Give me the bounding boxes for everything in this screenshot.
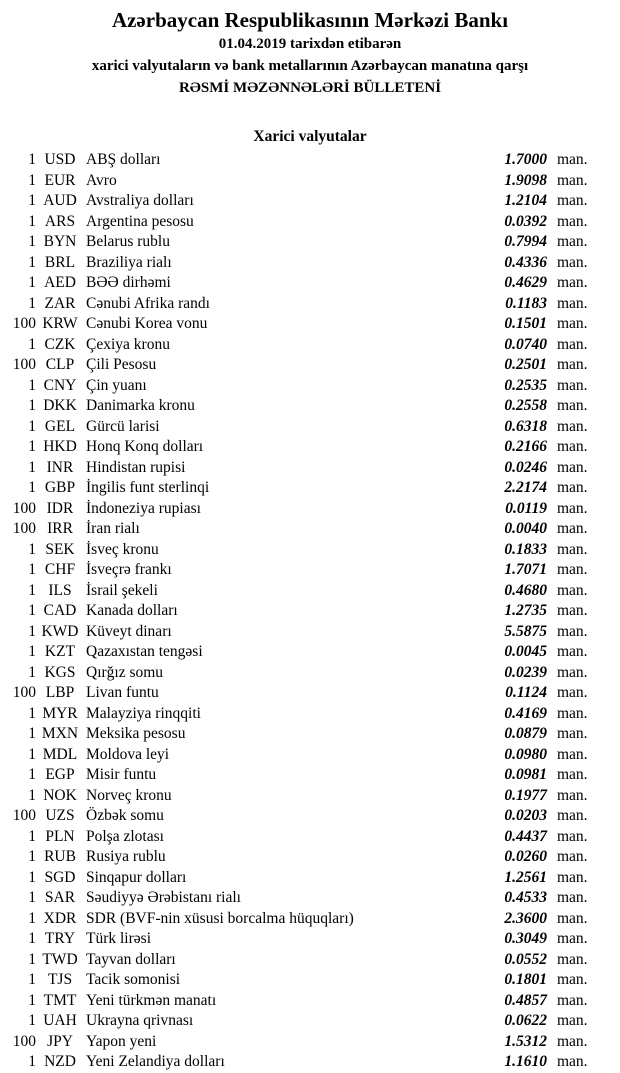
currency-name-cell: Tacik somonisi (86, 971, 181, 988)
currency-name-cell: Ukrayna qrivnası (86, 1012, 194, 1029)
rate-cell: 0.1501 (504, 315, 547, 332)
rate-cell: 0.2501 (504, 356, 547, 373)
unit-cell: man. (557, 233, 588, 250)
unit-cell: man. (557, 171, 588, 189)
currency-name-cell: Malayziya rinqqiti (86, 704, 201, 722)
rate-cell: 0.0980 (504, 745, 547, 763)
unit-cell: man. (557, 417, 588, 435)
quantity-cell: 1 (28, 827, 36, 845)
rate-cell: 1.2735 (504, 602, 547, 619)
table-row (0, 376, 620, 397)
unit-cell: man. (557, 438, 588, 455)
quantity-cell: 100 (12, 807, 36, 824)
unit-cell: man. (557, 356, 588, 373)
rate-cell: 1.2104 (504, 192, 547, 209)
currency-code-cell: GEL (44, 417, 76, 435)
unit-cell: man. (557, 581, 588, 599)
currency-code-cell: SAR (44, 889, 76, 906)
quantity-cell: 100 (12, 356, 36, 373)
unit-cell: man. (557, 991, 588, 1009)
currency-name-cell: Rusiya rublu (86, 848, 166, 865)
rate-cell: 0.0981 (504, 766, 547, 783)
table-row (0, 396, 620, 417)
table-row (0, 724, 620, 745)
table-row (0, 294, 620, 315)
unit-cell: man. (557, 151, 588, 168)
currency-name-cell: Türk lirəsi (86, 930, 151, 947)
currency-code-cell: EUR (44, 171, 76, 189)
currency-code-cell: SGD (44, 868, 76, 886)
unit-cell: man. (557, 499, 588, 517)
rate-cell: 1.7071 (504, 561, 547, 578)
quantity-cell: 1 (28, 930, 36, 947)
table-row (0, 663, 620, 684)
section-title-foreign-currencies: Xarici valyutalar (253, 128, 367, 145)
table-row (0, 171, 620, 192)
quantity-cell: 1 (28, 417, 36, 435)
currency-name-cell: Gürcü larisi (86, 417, 160, 435)
unit-cell: man. (557, 622, 588, 640)
quantity-cell: 1 (28, 1053, 36, 1070)
rate-cell: 1.1610 (504, 1053, 547, 1070)
unit-cell: man. (557, 1012, 588, 1029)
currency-code-cell: CHF (44, 561, 76, 578)
rate-cell: 2.3600 (504, 909, 547, 927)
currency-name-cell: Yeni türkmən manatı (86, 991, 217, 1009)
quantity-cell: 1 (28, 294, 36, 312)
currency-name-cell: Qazaxıstan tengəsi (86, 643, 203, 660)
table-row (0, 499, 620, 520)
unit-cell: man. (557, 766, 588, 783)
quantity-cell: 1 (28, 786, 36, 804)
rate-cell: 0.0552 (504, 950, 547, 968)
rate-cell: 0.4680 (504, 581, 547, 599)
rate-cell: 0.0239 (504, 663, 547, 681)
table-row (0, 991, 620, 1012)
rate-cell: 0.4336 (504, 253, 547, 271)
currency-name-cell: Çili Pesosu (86, 356, 157, 373)
currency-name-cell: Çin yuanı (86, 376, 147, 394)
rate-cell: 0.0203 (504, 807, 547, 824)
unit-cell: man. (557, 684, 588, 701)
unit-cell: man. (557, 786, 588, 804)
currency-code-cell: ILS (48, 581, 72, 599)
currency-name-cell: Hindistan rupisi (86, 458, 186, 476)
quantity-cell: 1 (28, 725, 36, 742)
quantity-cell: 1 (28, 745, 36, 763)
rate-cell: 0.4169 (504, 704, 547, 722)
rate-cell: 0.2558 (504, 397, 547, 414)
currency-code-cell: HKD (43, 438, 77, 455)
rate-cell: 0.4437 (504, 827, 547, 845)
table-row (0, 847, 620, 868)
currency-name-cell: İsveç kronu (86, 540, 159, 558)
quantity-cell: 100 (12, 520, 36, 537)
currency-name-cell: Çexiya kronu (86, 335, 170, 353)
rate-cell: 0.0622 (504, 1012, 547, 1029)
currency-code-cell: KZT (44, 643, 76, 660)
currency-name-cell: Honq Konq dolları (86, 438, 204, 455)
currency-code-cell: TRY (44, 930, 76, 947)
unit-cell: man. (557, 212, 588, 230)
table-row (0, 519, 620, 540)
currency-name-cell: Kanada dolları (86, 602, 178, 619)
rate-cell: 1.9098 (504, 171, 547, 189)
table-row (0, 314, 620, 335)
table-row (0, 868, 620, 889)
quantity-cell: 1 (28, 253, 36, 271)
unit-cell: man. (557, 971, 588, 988)
table-row (0, 335, 620, 356)
table-row (0, 253, 620, 274)
currency-code-cell: SEK (45, 540, 75, 558)
currency-code-cell: XDR (43, 909, 77, 927)
rate-cell: 0.2166 (504, 438, 547, 455)
currency-name-cell: Avro (86, 171, 117, 189)
quantity-cell: 1 (28, 397, 36, 414)
currency-name-cell: BƏƏ dirhəmi (86, 274, 171, 291)
currency-name-cell: İsrail şekeli (86, 581, 158, 599)
unit-cell: man. (557, 745, 588, 763)
unit-cell: man. (557, 725, 588, 742)
bulletin-title: RƏSMİ MƏZƏNNƏLƏRİ BÜLLETENİ (178, 80, 442, 96)
currency-name-cell: Moldova leyi (86, 745, 170, 763)
table-row (0, 909, 620, 930)
table-row (0, 478, 620, 499)
currency-code-cell: CAD (43, 602, 77, 619)
quantity-cell: 1 (28, 171, 36, 189)
table-row (0, 745, 620, 766)
unit-cell: man. (557, 294, 588, 312)
unit-cell: man. (557, 561, 588, 578)
currency-name-cell: Tayvan dolları (86, 950, 176, 968)
table-row (0, 929, 620, 950)
currency-code-cell: ARS (44, 212, 76, 230)
quantity-cell: 1 (28, 438, 36, 455)
currency-name-cell: Danimarka kronu (86, 397, 195, 414)
quantity-cell: 1 (28, 971, 36, 988)
currency-name-cell: Livan funtu (86, 684, 159, 701)
quantity-cell: 1 (28, 192, 36, 209)
table-row (0, 827, 620, 848)
quantity-cell: 100 (12, 315, 36, 332)
table-row (0, 683, 620, 704)
bank-title: Azərbaycan Respublikasının Mərkəzi Bankı (111, 8, 509, 32)
currency-name-cell: Meksika pesosu (86, 725, 186, 742)
currency-code-cell: TWD (42, 950, 78, 968)
currency-name-cell: Braziliya rialı (86, 253, 172, 271)
rate-cell: 0.6318 (504, 417, 547, 435)
unit-cell: man. (557, 540, 588, 558)
rate-cell: 0.1801 (504, 971, 547, 988)
table-row (0, 1011, 620, 1032)
quantity-cell: 100 (12, 1032, 36, 1050)
unit-cell: man. (557, 807, 588, 824)
unit-cell: man. (557, 889, 588, 906)
quantity-cell: 1 (28, 848, 36, 865)
quantity-cell: 1 (28, 212, 36, 230)
rate-cell: 0.0040 (504, 520, 547, 537)
rate-cell: 1.7000 (504, 151, 547, 168)
currency-name-cell: Özbək somu (86, 807, 164, 824)
rate-cell: 2.2174 (504, 479, 547, 496)
currency-name-cell: Polşa zlotası (86, 827, 164, 845)
table-row (0, 560, 620, 581)
unit-cell: man. (557, 520, 588, 537)
currency-table (0, 150, 620, 1073)
quantity-cell: 1 (28, 151, 36, 168)
currency-code-cell: LBP (45, 684, 75, 701)
quantity-cell: 100 (12, 684, 36, 701)
quantity-cell: 1 (28, 602, 36, 619)
rate-cell: 0.0119 (505, 499, 547, 517)
quantity-cell: 1 (28, 561, 36, 578)
table-row (0, 1032, 620, 1053)
currency-name-cell: Cənubi Afrika randı (86, 294, 210, 312)
currency-name-cell: Cənubi Korea vonu (86, 315, 208, 332)
rate-cell: 0.1833 (504, 540, 547, 558)
unit-cell: man. (557, 663, 588, 681)
rate-cell: 0.4629 (504, 274, 547, 291)
currency-code-cell: MDL (42, 745, 78, 763)
unit-cell: man. (557, 848, 588, 865)
currency-code-cell: MXN (41, 725, 79, 742)
currency-code-cell: USD (44, 151, 76, 168)
quantity-cell: 1 (28, 868, 36, 886)
unit-cell: man. (557, 479, 588, 496)
unit-cell: man. (557, 376, 588, 394)
unit-cell: man. (557, 950, 588, 968)
rate-cell: 0.0246 (504, 458, 547, 476)
quantity-cell: 1 (28, 704, 36, 722)
unit-cell: man. (557, 704, 588, 722)
currency-name-cell: Yeni Zelandiya dolları (86, 1053, 225, 1070)
table-row (0, 888, 620, 909)
rate-cell: 0.1124 (505, 684, 547, 701)
quantity-cell: 1 (28, 376, 36, 394)
quantity-cell: 1 (28, 889, 36, 906)
table-row (0, 232, 620, 253)
currency-code-cell: NOK (43, 786, 77, 804)
unit-cell: man. (557, 602, 588, 619)
quantity-cell: 1 (28, 233, 36, 250)
currency-name-cell: Belarus rublu (86, 233, 170, 250)
currency-code-cell: IRR (47, 520, 73, 537)
currency-code-cell: JPY (47, 1032, 73, 1050)
quantity-cell: 1 (28, 274, 36, 291)
quantity-cell: 1 (28, 1012, 36, 1029)
table-row (0, 540, 620, 561)
currency-name-cell: Avstraliya dolları (86, 192, 194, 209)
table-row (0, 806, 620, 827)
unit-cell: man. (557, 1053, 588, 1070)
currency-code-cell: RUB (44, 848, 76, 865)
currency-name-cell: İndoneziya rupiası (86, 499, 201, 517)
currency-code-cell: BRL (44, 253, 76, 271)
currency-code-cell: KGS (44, 663, 76, 681)
rate-cell: 0.0740 (504, 335, 547, 353)
quantity-cell: 1 (28, 458, 36, 476)
quantity-cell: 1 (28, 991, 36, 1009)
rate-cell: 1.5312 (504, 1032, 547, 1050)
currency-code-cell: AED (44, 274, 76, 291)
unit-cell: man. (557, 458, 588, 476)
unit-cell: man. (557, 397, 588, 414)
rate-cell: 1.2561 (504, 868, 547, 886)
rate-cell: 0.0045 (504, 643, 547, 660)
quantity-cell: 1 (28, 766, 36, 783)
currency-code-cell: KWD (41, 622, 79, 640)
quantity-cell: 1 (28, 479, 36, 496)
currency-code-cell: NZD (44, 1053, 76, 1070)
rate-cell: 5.5875 (504, 622, 547, 640)
unit-cell: man. (557, 1032, 588, 1050)
unit-cell: man. (557, 192, 588, 209)
currency-name-cell: Misir funtu (86, 766, 157, 783)
currency-code-cell: GBP (44, 479, 76, 496)
currency-name-cell: Yapon yeni (86, 1032, 157, 1050)
currency-code-cell: AUD (43, 192, 77, 209)
rate-cell: 0.4533 (504, 889, 547, 906)
rate-cell: 0.1977 (504, 786, 547, 804)
unit-cell: man. (557, 643, 588, 660)
table-row (0, 704, 620, 725)
currency-name-cell: Argentina pesosu (86, 212, 194, 230)
currency-code-cell: INR (46, 458, 74, 476)
currency-name-cell: Norveç kronu (86, 786, 172, 804)
unit-cell: man. (557, 868, 588, 886)
table-row (0, 273, 620, 294)
rate-cell: 0.7994 (504, 233, 547, 250)
table-row (0, 150, 620, 171)
table-row (0, 581, 620, 602)
currency-name-cell: Sinqapur dolları (86, 868, 187, 886)
rate-cell: 0.0392 (504, 212, 547, 230)
table-row (0, 212, 620, 233)
currency-name-cell: İsveçrə frankı (86, 561, 172, 578)
currency-code-cell: UZS (45, 807, 75, 824)
rate-cell: 0.0879 (504, 725, 547, 742)
unit-cell: man. (557, 827, 588, 845)
currency-name-cell: ABŞ dolları (86, 151, 161, 168)
quantity-cell: 1 (28, 950, 36, 968)
effective-date-line: 01.04.2019 tarixdən etibarən (218, 36, 402, 52)
bulletin-header (0, 0, 620, 99)
currency-code-cell: PLN (45, 827, 75, 845)
table-row (0, 417, 620, 438)
table-row (0, 622, 620, 643)
table-row (0, 191, 620, 212)
table-row (0, 601, 620, 622)
unit-cell: man. (557, 274, 588, 291)
rate-cell: 0.2535 (504, 376, 547, 394)
table-row (0, 355, 620, 376)
table-row (0, 437, 620, 458)
currency-name-cell: İran rialı (86, 520, 140, 537)
currency-code-cell: MYR (42, 704, 78, 722)
quantity-cell: 1 (28, 581, 36, 599)
quantity-cell: 1 (28, 663, 36, 681)
currency-code-cell: KRW (42, 315, 78, 332)
currency-code-cell: CLP (45, 356, 75, 373)
quantity-cell: 1 (28, 540, 36, 558)
currency-code-cell: UAH (43, 1012, 77, 1029)
quantity-cell: 1 (28, 909, 36, 927)
table-row (0, 642, 620, 663)
table-row (0, 970, 620, 991)
currency-name-cell: SDR (BVF-nin xüsusi borcalma hüquqları) (86, 909, 354, 927)
unit-cell: man. (557, 930, 588, 947)
currency-code-cell: CZK (44, 335, 76, 353)
unit-cell: man. (557, 909, 588, 927)
unit-cell: man. (557, 315, 588, 332)
rate-cell: 0.4857 (504, 991, 547, 1009)
bulletin-subtitle: xarici valyutaların və bank metallarının Azərbaycan manatına qarşı (91, 58, 529, 74)
unit-cell: man. (557, 335, 588, 353)
table-row (0, 950, 620, 971)
table-row (0, 458, 620, 479)
currency-name-cell: Qırğız somu (86, 663, 164, 681)
table-row (0, 786, 620, 807)
currency-code-cell: TMT (43, 991, 77, 1009)
currency-name-cell: Səudiyyə Ərəbistanı rialı (86, 889, 241, 906)
quantity-cell: 100 (12, 499, 36, 517)
currency-code-cell: ZAR (44, 294, 76, 312)
currency-code-cell: CNY (43, 376, 77, 394)
unit-cell: man. (557, 253, 588, 271)
currency-code-cell: BYN (43, 233, 77, 250)
table-row (0, 1052, 620, 1073)
rate-cell: 0.1183 (505, 294, 547, 312)
currency-code-cell: IDR (46, 499, 74, 517)
quantity-cell: 1 (28, 643, 36, 660)
currency-code-cell: EGP (45, 766, 75, 783)
currency-name-cell: Küveyt dinarı (86, 622, 172, 640)
currency-name-cell: İngilis funt sterlinqi (86, 479, 210, 496)
rate-cell: 0.0260 (504, 848, 547, 865)
currency-code-cell: TJS (47, 971, 73, 988)
quantity-cell: 1 (28, 335, 36, 353)
table-row (0, 765, 620, 786)
currency-code-cell: DKK (43, 397, 77, 414)
quantity-cell: 1 (28, 622, 36, 640)
rate-cell: 0.3049 (504, 930, 547, 947)
